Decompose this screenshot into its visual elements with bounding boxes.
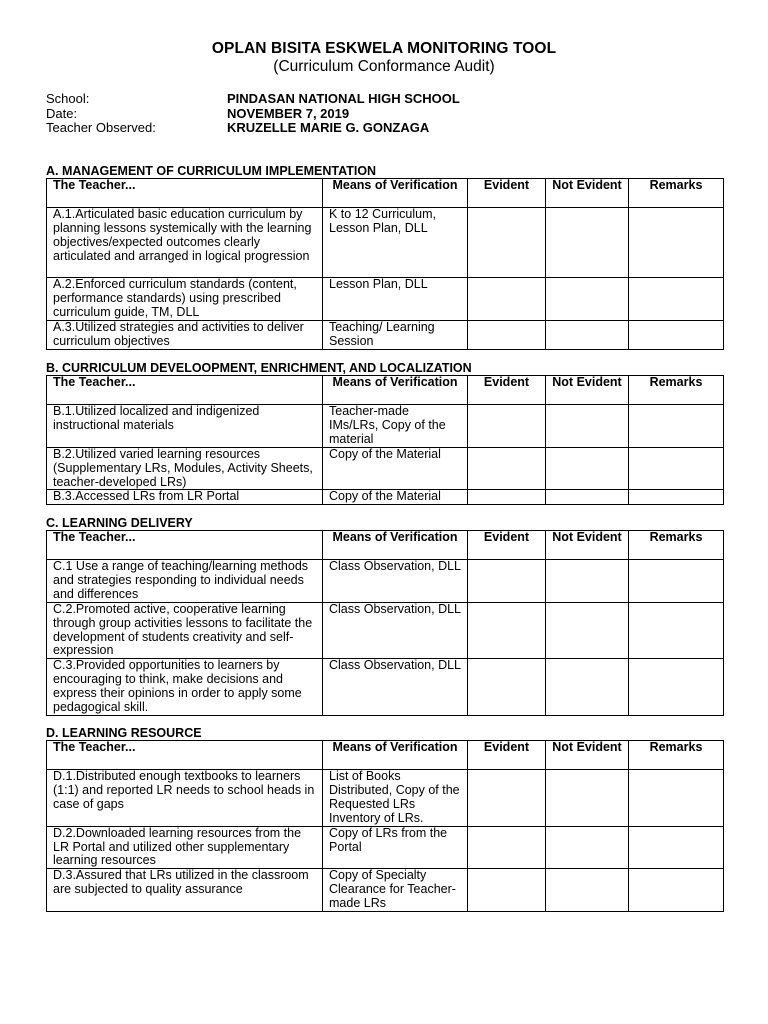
item-cell: D.2.Downloaded learning resources from the LR Portal and utilized other supplementary learning resources [47, 826, 323, 869]
not-evident-cell[interactable] [546, 659, 629, 716]
table-row [47, 447, 724, 490]
means-cell: Class Observation, DLL [323, 602, 468, 659]
evident-cell[interactable] [468, 869, 546, 912]
remarks-cell[interactable] [629, 405, 724, 448]
col-header-teacher: The Teacher... [47, 179, 323, 208]
evident-cell[interactable] [468, 405, 546, 448]
means-cell: List of Books Distributed, Copy of the Requested LRs Inventory of LRs. [323, 770, 468, 827]
document-title: OPLAN BISITA ESKWELA MONITORING TOOL [211, 40, 557, 57]
evident-cell[interactable] [468, 602, 546, 659]
item-cell: A.2.Enforced curriculum standards (content, performance standards) using prescribed curriculum guide, TM, DLL [47, 278, 323, 321]
info-row-school [46, 92, 460, 107]
table-row [47, 320, 724, 349]
not-evident-cell[interactable] [546, 320, 629, 349]
item-cell: B.1.Utilized localized and indigenized instructional materials [47, 405, 323, 448]
info-row-teacher [46, 121, 460, 136]
table-row [47, 770, 724, 827]
remarks-cell[interactable] [629, 560, 724, 603]
table-header-row [47, 179, 724, 208]
not-evident-cell[interactable] [546, 278, 629, 321]
means-cell: Copy of LRs from the Portal [323, 826, 468, 869]
table-row [47, 405, 724, 448]
not-evident-cell[interactable] [546, 405, 629, 448]
section-table-d [46, 740, 724, 912]
not-evident-cell[interactable] [546, 826, 629, 869]
means-cell: Class Observation, DLL [323, 659, 468, 716]
col-header-means: Means of Verification [323, 741, 468, 770]
col-header-remarks: Remarks [629, 179, 724, 208]
section-table-b [46, 375, 724, 505]
table-header-row [47, 531, 724, 560]
col-header-remarks: Remarks [629, 376, 724, 405]
section-table-a [46, 178, 724, 350]
remarks-cell[interactable] [629, 278, 724, 321]
info-row-date [46, 107, 460, 122]
info-value: NOVEMBER 7, 2019 [227, 105, 350, 121]
means-cell: Class Observation, DLL [323, 560, 468, 603]
document-subtitle: (Curriculum Conformance Audit) [273, 58, 495, 75]
means-cell: Teaching/ Learning Session [323, 320, 468, 349]
table-row [47, 602, 724, 659]
not-evident-cell[interactable] [546, 770, 629, 827]
evident-cell[interactable] [468, 826, 546, 869]
remarks-cell[interactable] [629, 602, 724, 659]
item-cell: D.1.Distributed enough textbooks to learners (1:1) and reported LR needs to school heads in case of gaps [47, 770, 323, 827]
evident-cell[interactable] [468, 659, 546, 716]
col-header-evident: Evident [468, 531, 546, 560]
item-cell: C.2.Promoted active, cooperative learning through group activities lessons to facilitate the development of students creativity and self-expression [47, 602, 323, 659]
observation-info [46, 92, 460, 136]
col-header-teacher: The Teacher... [47, 741, 323, 770]
evident-cell[interactable] [468, 320, 546, 349]
means-cell: Copy of Specialty Clearance for Teacher-made LRs [323, 869, 468, 912]
evident-cell[interactable] [468, 560, 546, 603]
col-header-evident: Evident [468, 741, 546, 770]
item-cell: B.2.Utilized varied learning resources (Supplementary LRs, Modules, Activity Sheets, teacher-developed LRs) [47, 447, 323, 490]
item-cell: D.3.Assured that LRs utilized in the classroom are subjected to quality assurance [47, 869, 323, 912]
item-cell: A.3.Utilized strategies and activities to deliver curriculum objectives [47, 320, 323, 349]
table-header-row [47, 741, 724, 770]
item-cell: A.1.Articulated basic education curriculum by planning lessons systemically with the learning objectives/expected outcomes clearly articulated and arranged in logical progression [47, 208, 323, 278]
table-row [47, 826, 724, 869]
not-evident-cell[interactable] [546, 602, 629, 659]
evident-cell[interactable] [468, 447, 546, 490]
col-header-evident: Evident [468, 179, 546, 208]
col-header-teacher: The Teacher... [47, 531, 323, 560]
section-heading-c: C. LEARNING DELIVERY [46, 516, 193, 530]
evident-cell[interactable] [468, 770, 546, 827]
col-header-not-evident: Not Evident [546, 376, 629, 405]
evident-cell[interactable] [468, 208, 546, 278]
col-header-means: Means of Verification [323, 531, 468, 560]
remarks-cell[interactable] [629, 447, 724, 490]
table-row [47, 208, 724, 278]
remarks-cell[interactable] [629, 208, 724, 278]
col-header-remarks: Remarks [629, 741, 724, 770]
not-evident-cell[interactable] [546, 490, 629, 505]
table-row [47, 490, 724, 505]
remarks-cell[interactable] [629, 659, 724, 716]
col-header-not-evident: Not Evident [546, 179, 629, 208]
remarks-cell[interactable] [629, 770, 724, 827]
col-header-remarks: Remarks [629, 531, 724, 560]
means-cell: Lesson Plan, DLL [323, 278, 468, 321]
info-value: KRUZELLE MARIE G. GONZAGA [227, 120, 430, 135]
remarks-cell[interactable] [629, 826, 724, 869]
not-evident-cell[interactable] [546, 208, 629, 278]
col-header-means: Means of Verification [323, 179, 468, 208]
col-header-evident: Evident [468, 376, 546, 405]
means-cell: Copy of the Material [323, 490, 468, 505]
col-header-teacher: The Teacher... [47, 376, 323, 405]
remarks-cell[interactable] [629, 320, 724, 349]
item-cell: B.3.Accessed LRs from LR Portal [47, 490, 323, 505]
remarks-cell[interactable] [629, 869, 724, 912]
info-label: Date: [46, 105, 78, 121]
info-label: Teacher Observed: [46, 120, 156, 135]
section-heading-d: D. LEARNING RESOURCE [46, 726, 202, 740]
info-label: School: [46, 91, 90, 106]
section-table-c [46, 530, 724, 716]
table-row [47, 560, 724, 603]
not-evident-cell[interactable] [546, 447, 629, 490]
not-evident-cell[interactable] [546, 869, 629, 912]
section-heading-b: B. CURRICULUM DEVELOOPMENT, ENRICHMENT, AND LOCALIZATION [46, 361, 472, 375]
remarks-cell[interactable] [629, 490, 724, 505]
item-cell: C.1 Use a range of teaching/learning methods and strategies responding to individual needs and differences [47, 560, 323, 603]
table-header-row [47, 376, 724, 405]
evident-cell[interactable] [468, 278, 546, 321]
means-cell: Teacher-made IMs/LRs, Copy of the material [323, 405, 468, 448]
section-heading-a: A. MANAGEMENT OF CURRICULUM IMPLEMENTATION [46, 164, 377, 178]
col-header-means: Means of Verification [323, 376, 468, 405]
table-row [47, 278, 724, 321]
col-header-not-evident: Not Evident [546, 531, 629, 560]
table-row [47, 869, 724, 912]
means-cell: K to 12 Curriculum, Lesson Plan, DLL [323, 208, 468, 278]
table-row [47, 659, 724, 716]
info-value: PINDASAN NATIONAL HIGH SCHOOL [227, 91, 460, 106]
not-evident-cell[interactable] [546, 560, 629, 603]
item-cell: C.3.Provided opportunities to learners by encouraging to think, make decisions and express their opinions in order to apply some pedagogical skill. [47, 659, 323, 716]
means-cell: Copy of the Material [323, 447, 468, 490]
col-header-not-evident: Not Evident [546, 741, 629, 770]
evident-cell[interactable] [468, 490, 546, 505]
